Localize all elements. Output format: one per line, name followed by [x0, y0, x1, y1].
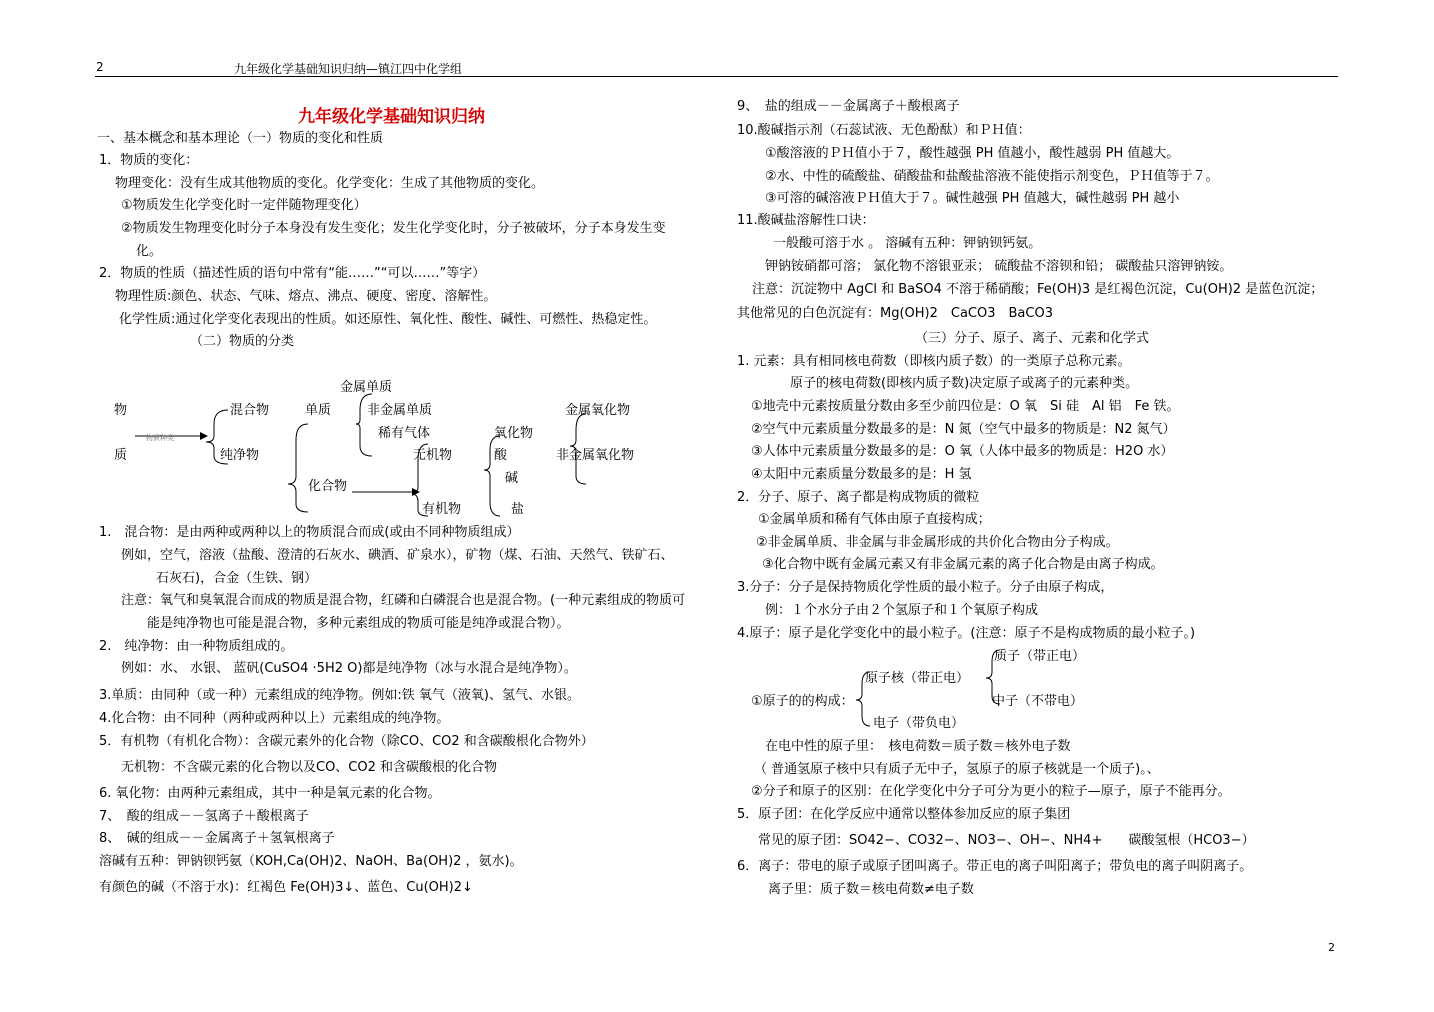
- diagram-youjiwu: 有机物: [422, 502, 462, 517]
- right-line: 注意：沉淀物中 AgCl 和 BaSO4 不溶于稀硝酸；Fe(OH)3 是红褐色沉淀，Cu(OH)2 是蓝色沉淀；: [752, 282, 1324, 297]
- diagram-huahewu: 化合物: [308, 479, 348, 494]
- header-page-number: 2: [96, 60, 104, 74]
- right2-line: 在电中性的原子里： 核电荷数＝质子数＝核外电子数: [765, 739, 1071, 754]
- right-line: 原子的核电荷数(即核内质子数)决定原子或离子的元素种类。: [790, 376, 1139, 391]
- right-line: 2．分子、原子、离子都是构成物质的微粒: [737, 490, 980, 505]
- right-line: 9、 盐的组成－－金属离子＋酸根离子: [737, 99, 960, 114]
- left-line: ①物质发生化学变化时一定伴随物理变化）: [121, 198, 367, 213]
- diagram-zhi: 质: [114, 448, 128, 463]
- right-line: ②水、中性的硫酸盐、硝酸盐和盐酸盐溶液不能使指示剂变色，ＰＨ值等于７。: [765, 169, 1219, 184]
- left2-line: 4.化合物：由不同种（两种或两种以上）元素组成的纯净物。: [99, 711, 450, 726]
- left2-line: 溶碱有五种：钾钠钡钙氨（KOH,Ca(OH)2、NaOH、Ba(OH)2 ，氨水)。: [99, 854, 523, 869]
- right-line: ②空气中元素质量分数最多的是：N 氮（空气中最多的物质是：N2 氮气）: [751, 422, 1176, 437]
- diagram-feijinshu-danzhi: 非金属单质: [367, 403, 433, 418]
- atom-nucleus: 原子核（带正电）: [865, 671, 970, 686]
- atom-proton: 质子（带正电）: [994, 649, 1086, 664]
- atom-electron: 电子（带负电）: [873, 716, 965, 731]
- right2-line: 常见的原子团：SO42−、CO32−、NO3−、OH−、NH4+ 碳酸氢根（HCO3−）: [758, 833, 1255, 848]
- right-line: 钾钠铵硝都可溶； 氯化物不溶银亚汞； 硫酸盐不溶钡和铅； 碳酸盐只溶钾钠铵。: [765, 259, 1233, 274]
- diagram-wujiwu: 无机物: [413, 448, 453, 463]
- right-line: 4.原子：原子是化学变化中的最小粒子。(注意：原子不是构成物质的最小粒子。): [737, 626, 1196, 641]
- diagram-yan: 盐: [511, 502, 525, 517]
- right-line: ①地壳中元素按质量分数由多至少前四位是：O 氧 Si 硅 Al 铝 Fe 铁。: [751, 399, 1180, 414]
- left2-line: 注意：氧气和臭氧混合而成的物质是混合物，红磷和白磷混合也是混合物。(一种元素组成的物质可: [121, 593, 686, 608]
- left-line: 化学性质:通过化学变化表现出的性质。如还原性、氧化性、酸性、碱性、可燃性、热稳定性。: [119, 312, 657, 327]
- left-line: 一、基本概念和基本理论（一）物质的变化和性质: [97, 131, 384, 146]
- diagram-jinshu-yanghuawu: 金属氧化物: [565, 403, 631, 418]
- diagram-jian: 碱: [505, 471, 519, 486]
- left2-line: 能是纯净物也可能是混合物，多种元素组成的物质可能是纯净或混合物）。: [147, 616, 570, 631]
- left-line: 2．物质的性质（描述性质的语句中常有“能……”“可以……”等字）: [99, 266, 486, 281]
- right-line: 10.酸碱指示剂（石蕊试液、无色酚酞）和ＰＨ值：: [737, 123, 1031, 138]
- left-line: （二）物质的分类: [190, 334, 295, 349]
- left-line: 化。: [136, 244, 163, 259]
- diagram-danzhi: 单质: [305, 403, 332, 418]
- footer-page-number: 2: [1328, 941, 1335, 954]
- left2-line: 7、 酸的组成－－氢离子＋酸根离子: [99, 809, 309, 824]
- left2-line: 6. 氧化物：由两种元素组成，其中一种是氧元素的化合物。: [99, 786, 441, 801]
- left-line: 物理变化：没有生成其他物质的变化。化学变化：生成了其他物质的变化。: [115, 176, 545, 191]
- page-title: 九年级化学基础知识归纳: [298, 107, 485, 127]
- atom-label: ①原子的的构成：: [751, 694, 854, 709]
- diagram-suan: 酸: [494, 448, 508, 463]
- right2-line: （ 普通氢原子核中只有质子无中子，氢原子的原子核就是一个质子)。、: [754, 762, 1160, 777]
- left2-line: 3.单质：由同种（或一种）元素组成的纯净物。例如:铁 氧气（液氧)、氢气、水银。: [99, 688, 580, 703]
- left2-line: 8、 碱的组成－－金属离子＋氢氧根离子: [99, 831, 335, 846]
- left2-line: 1. 混合物：是由两种或两种以上的物质混合而成(或由不同种物质组成）: [99, 525, 520, 540]
- diagram-yanghuawu: 氧化物: [494, 426, 534, 441]
- right-line: 例：１个水分子由２个氢原子和１个氧原子构成: [765, 603, 1039, 618]
- right-line: ①金属单质和稀有气体由原子直接构成；: [758, 512, 991, 527]
- atom-neutron: 中子（不带电）: [992, 694, 1084, 709]
- running-title: 九年级化学基础知识归纳—镇江四中化学组: [234, 62, 463, 76]
- left-line: 物理性质:颜色、状态、气味、熔点、沸点、硬度、密度、溶解性。: [115, 289, 497, 304]
- left2-line: 例如：水、 水银、 蓝矾(CuSO4 ·5H2 O)都是纯净物（冰与水混合是纯净物）。: [121, 661, 577, 676]
- diagram-wu: 物: [114, 403, 128, 418]
- left2-line: 无机物：不含碳元素的化合物以及CO、CO2 和含碳酸根的化合物: [121, 760, 498, 775]
- right2-line: 5．原子团：在化学反应中通常以整体参加反应的原子集团: [737, 807, 1071, 822]
- right-line: ③化合物中既有金属元素又有非金属元素的离子化合物是由离子构成。: [762, 557, 1164, 572]
- right-line: 3.分子：分子是保持物质化学性质的最小粒子。分子由原子构成，: [737, 580, 1114, 595]
- left2-line: 2. 纯净物：由一种物质组成的。: [99, 639, 294, 654]
- right-line: （三）分子、原子、离子、元素和化学式: [915, 331, 1150, 346]
- right-line: ③可溶的碱溶液ＰＨ值大于７。碱性越强 PH 值越大，碱性越弱 PH 越小: [765, 191, 1180, 206]
- right-line: ④太阳中元素质量分数最多的是：H 氢: [751, 467, 972, 482]
- left2-line: 石灰石)，合金（生铁、钢）: [156, 571, 318, 586]
- right-line: ③人体中元素质量分数最多的是：O 氧（人体中最多的物质是：H2O 水）: [751, 444, 1174, 459]
- right-line: 一般酸可溶于水 。 溶碱有五种：钾钠钡钙氨。: [773, 236, 1042, 251]
- right2-line: ②分子和原子的区别：在化学变化中分子可分为更小的粒子—原子，原子不能再分。: [751, 784, 1231, 799]
- left2-line: 例如，空气，溶液（盐酸、澄清的石灰水、碘酒、矿泉水），矿物（煤、石油、天然气、铁矿石、: [121, 548, 674, 563]
- left2-line: 5．有机物（有机化合物）：含碳元素外的化合物（除CO、CO2 和含碳酸根化合物外）: [99, 734, 594, 749]
- diagram-hunhewu: 混合物: [230, 403, 270, 418]
- right2-line: 离子里：质子数＝核电荷数≠电子数: [768, 882, 974, 897]
- diagram-feijinshu-yanghuawu: 非金属氧化物: [556, 448, 635, 463]
- diagram-jinshu-danzhi: 金属单质: [340, 380, 393, 395]
- right2-line: 6．离子：带电的原子或原子团叫离子。带正电的离子叫阳离子；带负电的离子叫阴离子。: [737, 859, 1253, 874]
- left2-line: 有颜色的碱（不溶于水)：红褐色 Fe(OH)3↓、蓝色、Cu(OH)2↓: [99, 880, 473, 895]
- right-line: ②非金属单质、非金属与非金属形成的共价化合物由分子构成。: [756, 535, 1119, 550]
- left-line: 1．物质的变化：: [99, 153, 199, 168]
- left-line: ②物质发生物理变化时分子本身没有发生变化；发生化学变化时，分子被破坏，分子本身发生变: [121, 221, 666, 236]
- diagram-xiyou-qiti: 稀有气体: [378, 426, 431, 441]
- right-line: ①酸溶液的ＰＨ值小于７，酸性越强 PH 值越小，酸性越弱 PH 值越大。: [765, 146, 1180, 161]
- diagram-chunjingwu: 纯净物: [220, 448, 260, 463]
- diagram-arrow-label: 物质种类: [146, 434, 174, 442]
- right-line: 1. 元素：具有相同核电荷数（即核内质子数）的一类原子总称元素。: [737, 354, 1131, 369]
- right-line: 11.酸碱盐溶解性口诀：: [737, 213, 875, 228]
- right-line: 其他常见的白色沉淀有：Mg(OH)2 CaCO3 BaCO3: [737, 306, 1053, 321]
